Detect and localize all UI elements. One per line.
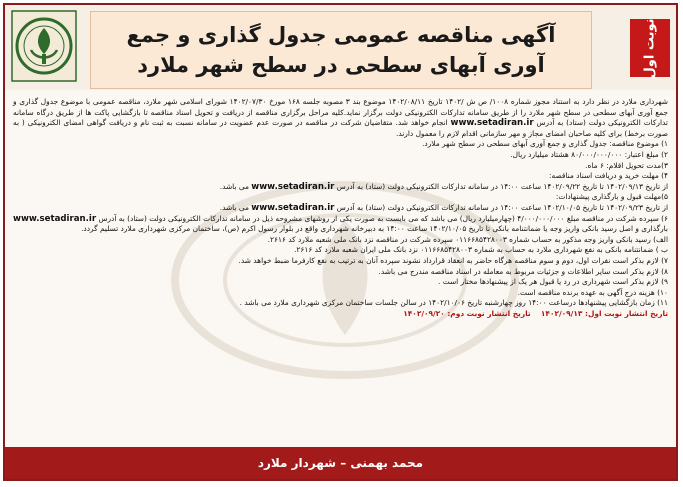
advertisement-frame (3, 3, 678, 481)
header (5, 5, 676, 90)
title-box (90, 11, 592, 89)
item-10: ۱۰) هزینه درج آگهی به عهده برنده مناقصه است. (517, 287, 668, 297)
item-11: ۱۱) زمان بازگشایی پیشنهادها درساعت ۱۴:۰۰ روز چهارشنبه تاریخ ۱۴۰۲/۱۰/۰۶ در سالن جلسات ساختمان مرکزی شهرداری ملارد می باشد . (239, 298, 668, 308)
setadiran-link[interactable]: www.setadiran.ir (251, 202, 335, 213)
municipality-logo-icon (11, 10, 77, 82)
intro-text-1: شهرداری ملارد در نظر دارد به استناد مجوز شماره ۱۰۰۸/ ص ش /۱۴۰۲ تاریخ ۱۴۰۲/۰۸/۱۱ موضوع بند ۳ مصوبه جلسه ۱۶۸ مورخ ۱۴۰۲/۰۷/۳۰ شورای اسلامی شهر ملارد، مناقصه عمومی با موضوع جدول گذاری و جمع آوری آبهای سطحی در سطح شهر ملارد را از طریق سامانه تدارکات الکترونیکی دولت برگزار نماید.کلیه مراحل برگزاری مناقصه از دریافت و تحویل اسناد مناقصه تا بازگشایی پاکت ها از طریق درگاه سامانه تدارکات الکترونیکی دولت (ستاد) به آدرس (13, 97, 668, 128)
item-1: ۱) موضوع مناقصه: جدول گذاری و جمع آوری آبهای سطحی در سطح شهر ملارد. (422, 139, 668, 149)
ad-title-line-1: آگهی مناقصه عمومی جدول گذاری و جمع (126, 23, 556, 47)
item-5-text: از تاریخ ۱۴۰۲/۰۹/۲۳ تا تاریخ ۱۴۰۲/۱۰/۰۵ ساعت ۱۴:۰۰ در سامانه تدارکات الکترونیکی دولت (ستاد) به آدرس (336, 202, 668, 212)
setadiran-link[interactable]: www.setadiran.ir (450, 118, 534, 129)
item-6-a: الف) رسید بانکی واریز وجه مذکور به حساب شماره ۰۱۱۶۶۸۵۴۲۸۰۰۳ سپرده شرکت در مناقصه نزد بانک ملی شعبه ملارد کد ۲۶۱۶. (267, 234, 668, 244)
item-6-b: ب ) ضمانتنامه بانکی به نفع شهرداری ملارد به حساب به شماره ۰۱۱۶۶۸۵۴۲۸۰۰۳ نزد بانک ملی ایران شعبه ملارد کد ۲۶۱۶. (294, 245, 668, 255)
mayor-signature: محمد بهمنی – شهردار ملارد (257, 456, 424, 470)
second-publication-date: تاریخ انتشار نوبت دوم: ۱۴۰۲/۰۹/۲۰ (403, 308, 531, 318)
item-4: ۴) مهلت خرید و دریافت اسناد مناقصه: (549, 171, 668, 181)
first-round-badge (630, 19, 670, 77)
item-4-text: از تاریخ ۱۴۰۲/۰۹/۱۳ تا تاریخ ۱۴۰۲/۰۹/۲۲ ساعت ۱۴:۰۰ در سامانه تدارکات الکترونیکی دولت (ستاد) به آدرس (336, 181, 668, 191)
item-2: ۲) مبلغ اعتبار: ۸۰/۰۰۰/۰۰۰/۰۰۰ هشتاد میلیارد ریال. (510, 149, 668, 159)
intro-paragraph (13, 97, 668, 139)
item-3: ۳)مدت تحویل اقلام: ۶ ماه. (585, 160, 668, 170)
publication-dates (13, 309, 668, 320)
first-publication-date: تاریخ انتشار نوبت اول: ۱۴۰۲/۰۹/۱۳ (540, 308, 668, 318)
item-9: ۹) لازم بذکر است شهرداری در رد یا قبول هر یک از پیشنهادها مختار است . (438, 277, 668, 287)
item-6-text-1: ۶) سپرده شرکت در مناقصه مبلغ ۴/۰۰۰/۰۰۰/۰۰۰ (چهارمیلیارد ریال) می باشد که می بایست به صورت یکی از روشهای مشروحه ذیل در سامانه تدارکات الکترونیکی دولت (ستاد) به آدرس (98, 213, 668, 223)
item-5-end: می باشد. (219, 202, 249, 212)
badge-label: نوبت اول (642, 17, 658, 79)
item-6 (13, 214, 668, 235)
intro-text-2: انجام خواهد شد. متقاضیان شرکت در مناقصه در صورت عدم عضویت در سامانه نسبت به ثبت نام و دریافت گواهی امضای الکترونیکی ( به صورت برخط) برای کلیه صاحبان امضای مجاز و مهر سازمانی اقدام لازم را معمول دارند. (13, 118, 668, 138)
ad-title-line-2: آوری آبهای سطحی در سطح شهر ملارد (137, 53, 545, 77)
item-5: ۵)مهلت قبول و بارگذاری پیشنهادات: (555, 192, 668, 202)
setadiran-link[interactable]: www.setadiran.ir (251, 181, 335, 192)
item-8: ۸) لازم بذکر است سایر اطلاعات و جزئیات مربوط به معامله در اسناد مناقصه مندرج می باشد. (378, 266, 668, 276)
item-4-dates (13, 182, 668, 193)
setadiran-link[interactable]: www.setadiran.ir (13, 213, 97, 224)
ad-body (13, 97, 668, 319)
item-5-dates (13, 203, 668, 214)
item-4-end: می باشد. (219, 181, 249, 191)
signature-bar (5, 447, 676, 479)
item-6-text-2: بارگذاری و اصل رسید بانکی واریز وجه یا ضمانتنامه بانکی تا تاریخ ۱۴۰۲/۱۰/۰۵ ساعت ۱۴:۰۰ به دبیرخانه شهرداری واقع در بلوار رسول اکرم (ص)، ساختمان مرکزی شهرداری ملارد تسلیم گردد. (81, 224, 668, 234)
item-7: ۷) لازم بذکر است نفرات اول، دوم و سوم مناقصه هرگاه حاضر به انعقاد قرارداد نشوند سپرده آنان به ترتیب به نفع کارفرما ضبط خواهد شد. (238, 255, 668, 265)
